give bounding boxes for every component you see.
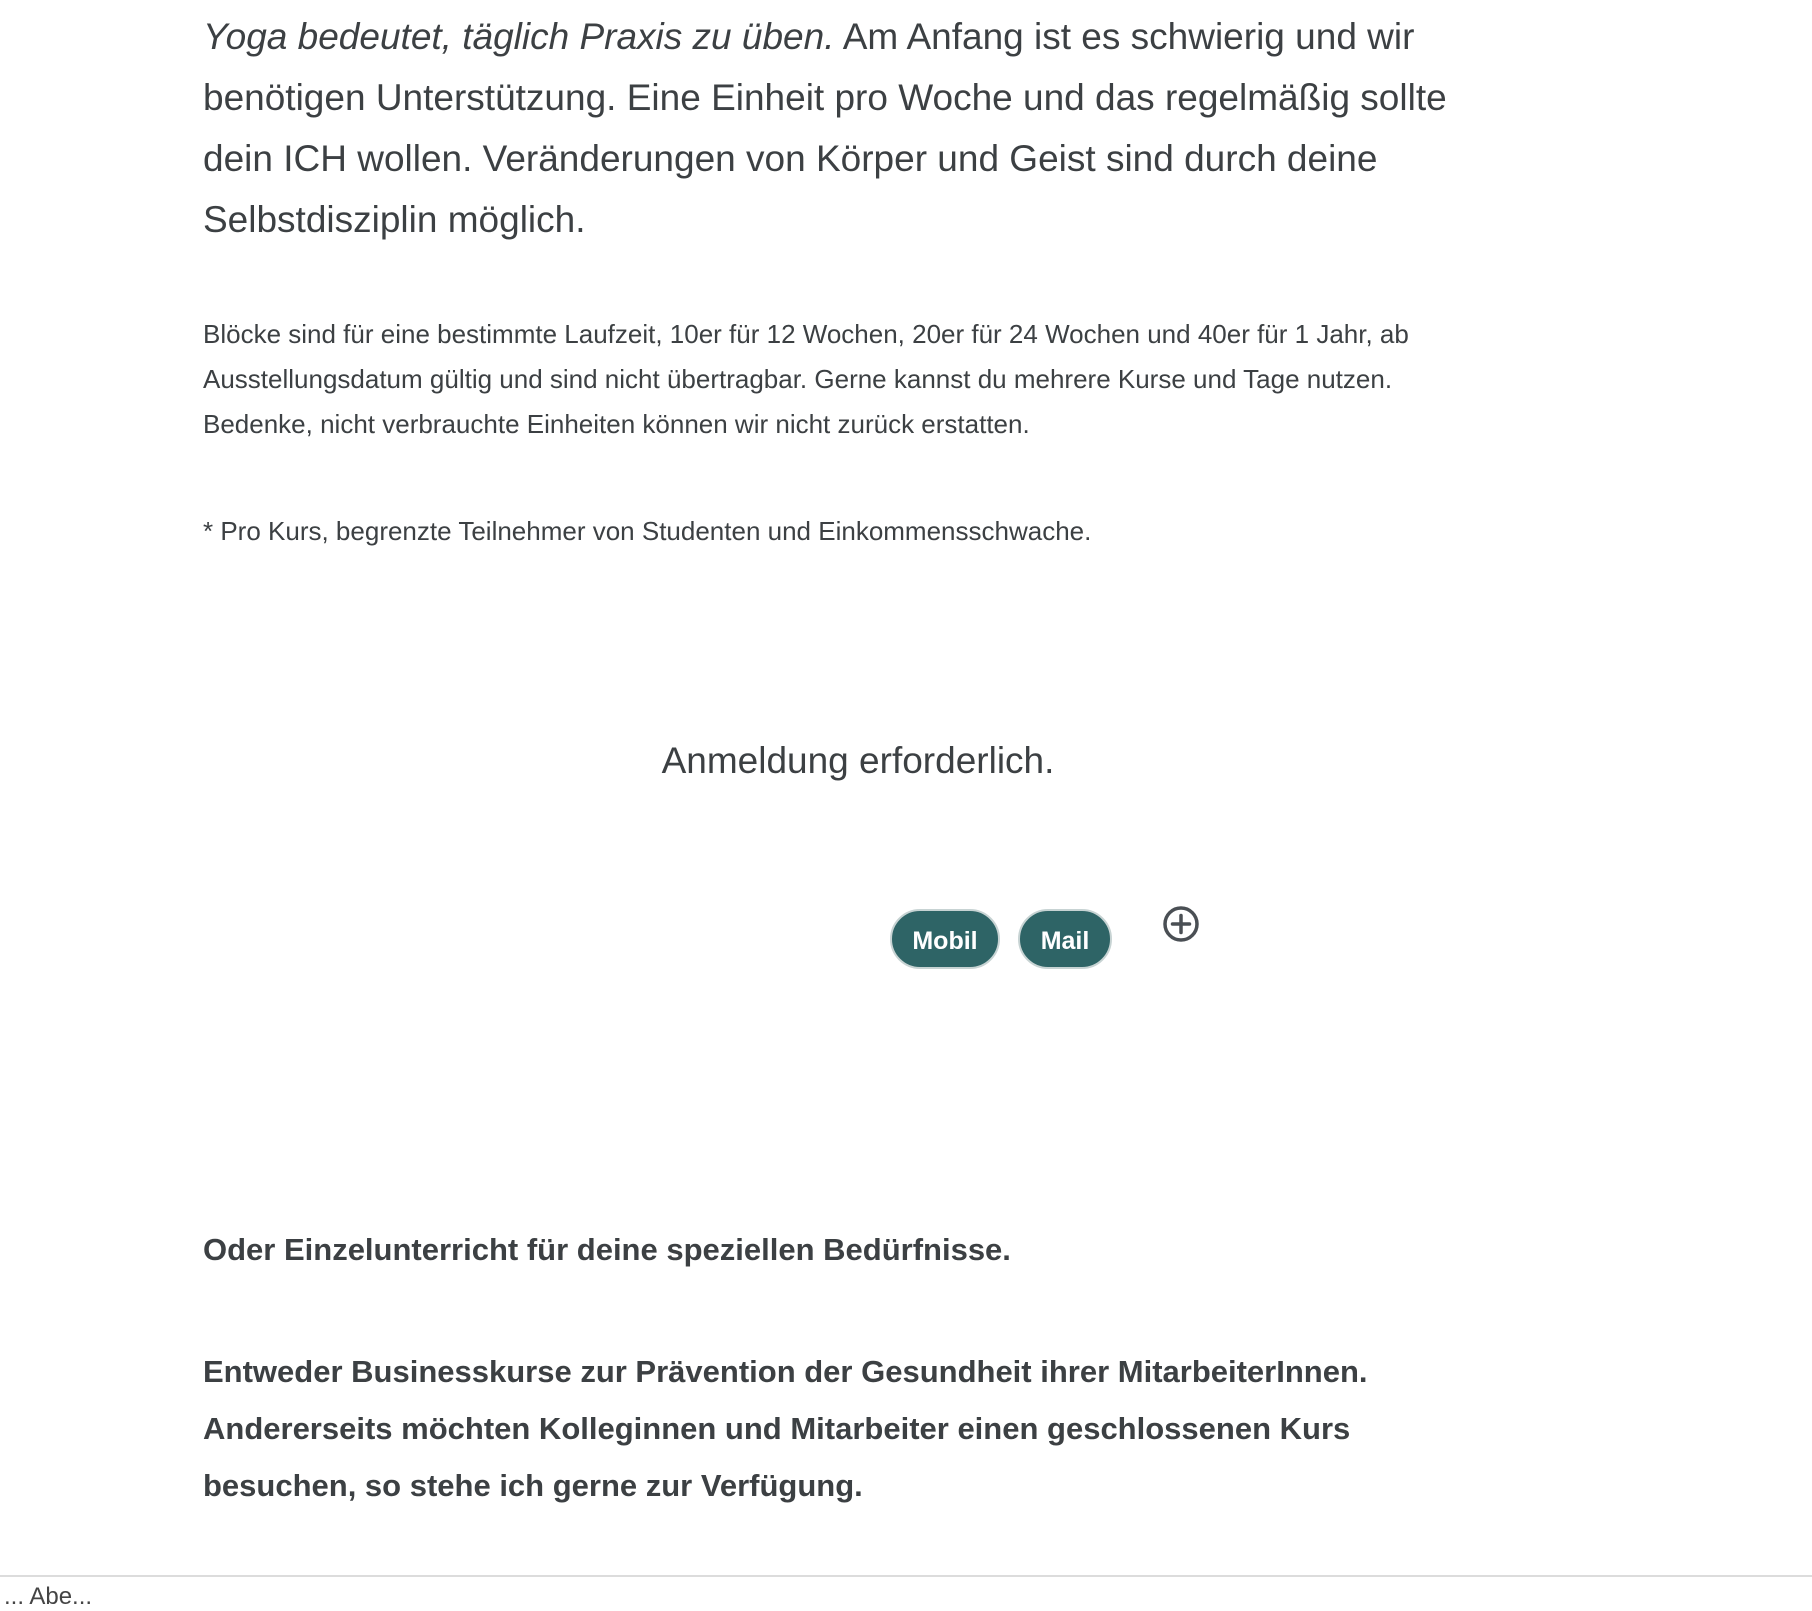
footnote-paragraph: * Pro Kurs, begrenzte Teilnehmer von Studenten und Einkommensschwache. [203, 516, 1092, 546]
mobil-button[interactable]: Mobil [890, 909, 1000, 969]
einzel-paragraph: Oder Einzelunterricht für deine speziellen Bedürfnisse. [203, 1232, 1011, 1267]
footer-bar [0, 1575, 1812, 1610]
mail-button[interactable]: Mail [1018, 909, 1112, 969]
plus-circle-icon[interactable] [1161, 904, 1201, 944]
blocks-paragraph: Blöcke sind für eine bestimmte Laufzeit, 10er für 12 Wochen, 20er für 24 Wochen und 40er für 1 Jahr, ab Ausstellungsdatum gültig und sind nicht übertragbar. Gerne kannst du mehrere Kurse und Tage nutzen. Bedenke, nicht verbrauchte Einheiten können wir nicht zurück erstatten. [203, 319, 1409, 439]
intro-paragraph [203, 6, 1493, 250]
signup-heading: Anmeldung erforderlich. [661, 740, 1055, 781]
intro-rest: Am Anfang ist es schwierig und wir benötigen Unterstützung. Eine Einheit pro Woche und das regelmäßig sollte dein ICH wollen. Veränderungen von Körper und Geist sind durch deine Selbstdisziplin möglich. [203, 16, 1447, 240]
intro-italic: Yoga bedeutet, täglich Praxis zu üben. [203, 16, 835, 57]
footer-text: ... Abe... [4, 1583, 93, 1610]
business-paragraph: Entweder Businesskurse zur Prävention der Gesundheit ihrer MitarbeiterInnen. Andererseits möchten Kolleginnen und Mitarbeiter einen geschlossenen Kurs besuchen, so stehe ich gerne zur Verfügung. [203, 1354, 1368, 1503]
